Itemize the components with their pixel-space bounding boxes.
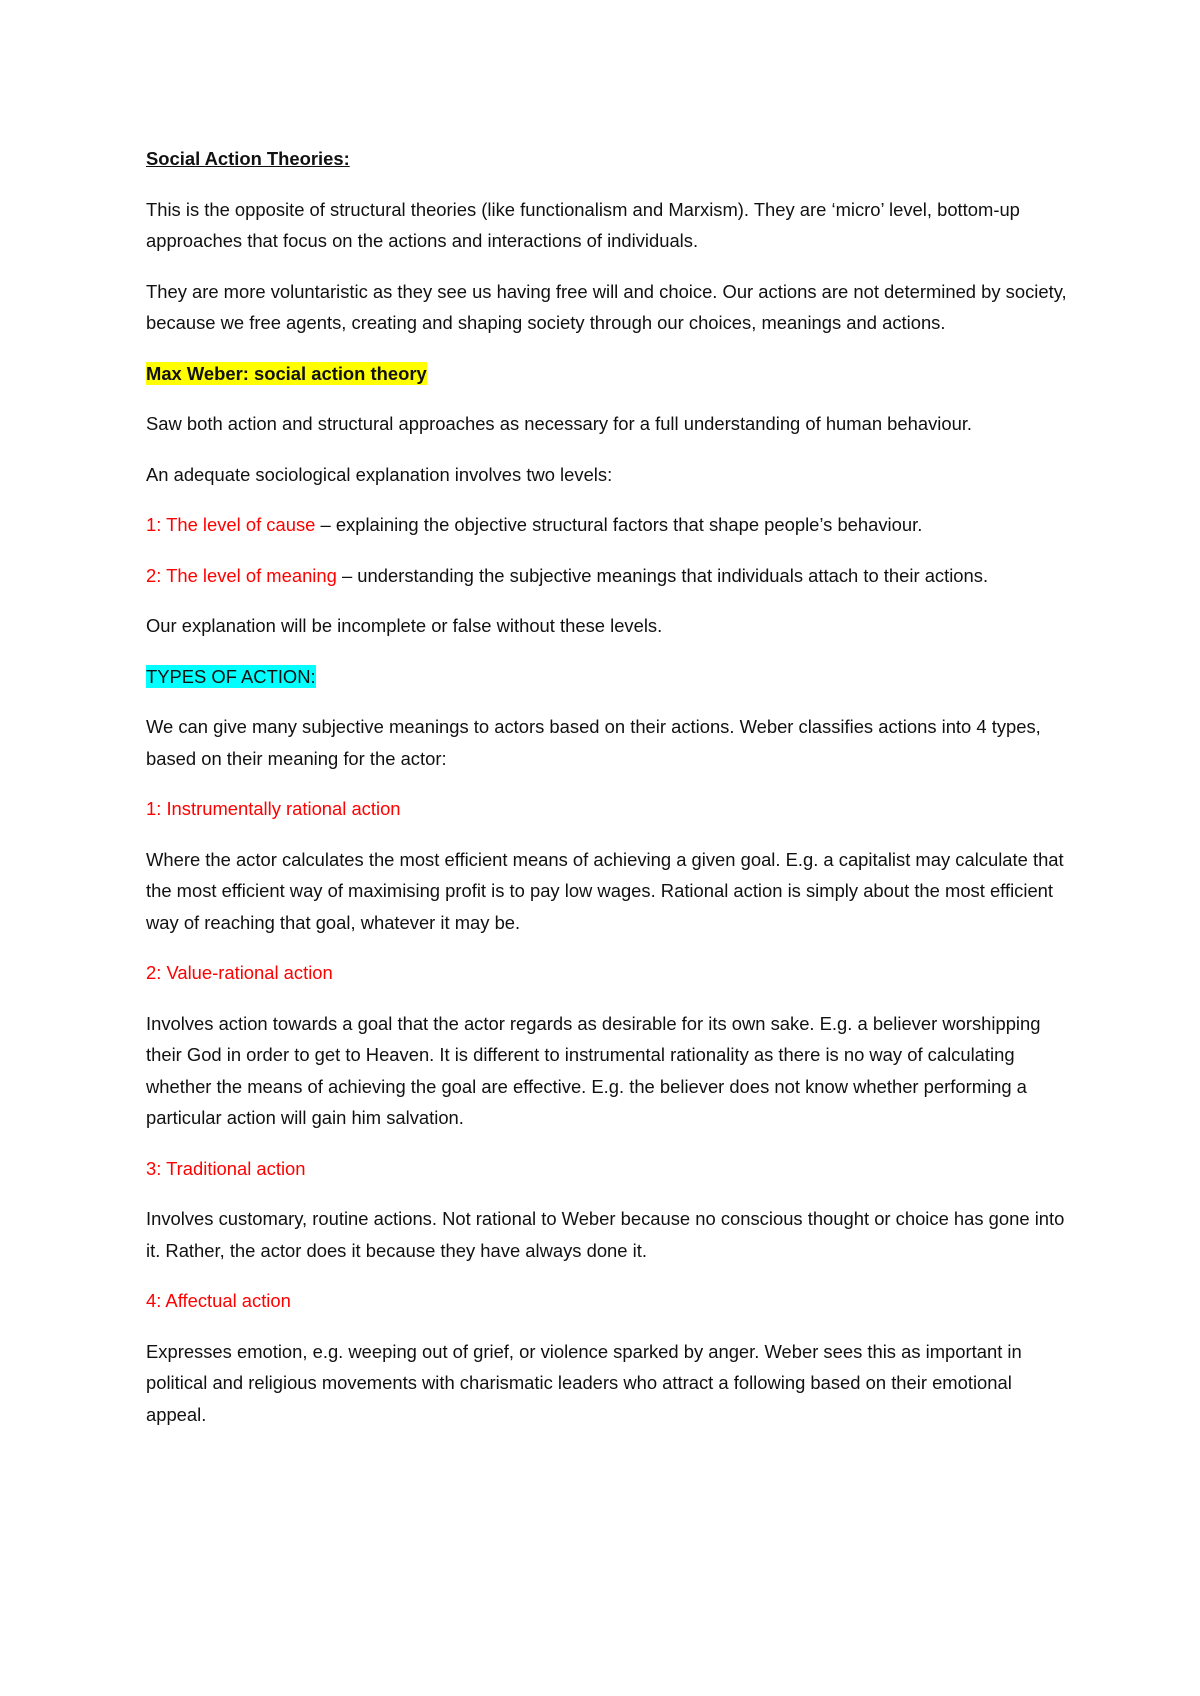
weber-heading-text: Max Weber: social action theory	[146, 362, 427, 384]
level-of-meaning	[146, 560, 1076, 592]
type-1-heading: 1: Instrumentally rational action	[146, 798, 401, 819]
type-4-text: Expresses emotion, e.g. weeping out of grief, or violence sparked by anger. Weber sees this as important in political and religious movements with charismatic leaders who attract a following based on their emotional appeal.	[146, 1340, 1022, 1425]
level-of-cause-text: – explaining the objective structural factors that shape people’s behaviour.	[315, 514, 923, 535]
title-text: Social Action Theories:	[146, 148, 350, 169]
level-of-cause-label: 1: The level of cause	[146, 514, 316, 535]
types-heading-text: TYPES OF ACTION:	[146, 665, 316, 687]
levels-conclusion: Our explanation will be incomplete or false without these levels.	[146, 615, 663, 636]
type-2-heading: 2: Value-rational action	[146, 962, 333, 983]
types-intro: We can give many subjective meanings to actors based on their actions. Weber classifies actions into 4 types, based on their meaning for the actor:	[146, 716, 1041, 769]
document-body	[146, 143, 1076, 1449]
weber-heading	[146, 358, 1076, 390]
type-4-heading: 4: Affectual action	[146, 1290, 291, 1311]
intro-paragraph-1: This is the opposite of structural theories (like functionalism and Marxism). They are ‘micro’ level, bottom-up approaches that focus on the actions and interactions of individuals.	[146, 198, 1020, 251]
level-of-cause	[146, 509, 1076, 541]
type-3-text: Involves customary, routine actions. Not rational to Weber because no conscious thought or choice has gone into it. Rather, the actor does it because they have always done it.	[146, 1208, 1065, 1261]
level-of-meaning-text: – understanding the subjective meanings that individuals attach to their actions.	[336, 564, 989, 586]
type-1-text: Where the actor calculates the most efficient means of achieving a given goal. E.g. a capitalist may calculate that the most efficient way of maximising profit is to pay low wages. Rational action is simply about the most efficient way of reaching that goal, whatever it may be.	[146, 848, 1064, 933]
level-of-meaning-label: 2: The level of meaning	[146, 564, 337, 586]
type-3-heading: 3: Traditional action	[146, 1157, 306, 1179]
weber-paragraph-2: An adequate sociological explanation involves two levels:	[146, 463, 613, 485]
weber-paragraph-1: Saw both action and structural approaches as necessary for a full understanding of human behaviour.	[146, 413, 973, 434]
intro-paragraph-2: They are more voluntaristic as they see us having free will and choice. Our actions are not determined by society, because we free agents, creating and shaping society through our choices, meanings and actions.	[146, 280, 1067, 333]
type-2-text: Involves action towards a goal that the actor regards as desirable for its own sake. E.g. a believer worshipping their God in order to get to Heaven. It is different to instrumental rationality as there is no way of calculating whether the means of achieving the goal are effective. E.g. the believer does not know whether performing a particular action will gain him salvation.	[146, 1012, 1041, 1128]
page-title	[146, 143, 1076, 175]
types-heading	[146, 661, 1076, 693]
